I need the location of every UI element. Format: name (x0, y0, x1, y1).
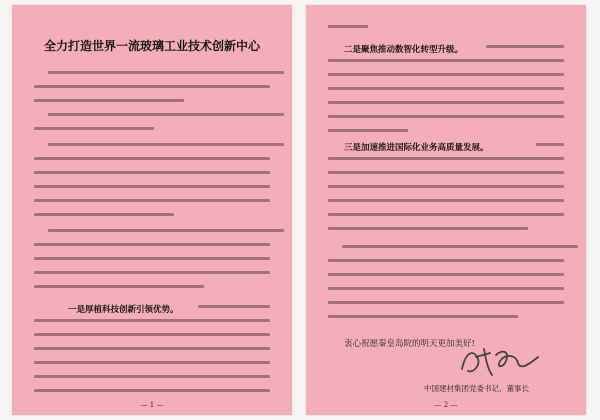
body-text-line (198, 305, 270, 308)
body-text-line (328, 287, 564, 290)
body-text-line (328, 87, 564, 90)
body-text-line (48, 71, 284, 74)
document-title: 全力打造世界一流玻璃工业技术创新中心 (43, 39, 260, 53)
body-text-line (328, 115, 564, 118)
body-text-line (34, 171, 270, 174)
body-text-line (328, 227, 528, 230)
body-text-line (34, 243, 270, 246)
section-heading-2: 二是聚焦推动数智化转型升级。 (344, 45, 464, 55)
section-heading-1: 一是厚植科技创新引领优势。 (68, 305, 179, 315)
page-number-2: — 2 — (434, 401, 458, 409)
handwritten-signature (456, 343, 542, 381)
section-heading-3: 三是加速推进国际化业务高质量发展。 (344, 143, 489, 153)
body-text-line (34, 185, 270, 188)
body-text-line (328, 213, 564, 216)
body-text-line (328, 301, 564, 304)
body-text-line (342, 245, 578, 248)
body-text-line (536, 143, 564, 146)
body-text-line (328, 185, 564, 188)
body-text-line (328, 59, 564, 62)
body-text-line (34, 157, 270, 160)
page-number-1: — 1 — (140, 401, 164, 409)
body-text-line (328, 315, 518, 318)
body-text-line (328, 129, 408, 132)
body-text-line (328, 25, 368, 28)
body-text-line (328, 199, 564, 202)
body-text-line (328, 171, 564, 174)
body-text-line (34, 271, 270, 274)
body-text-line (34, 333, 270, 336)
body-text-line (34, 389, 270, 392)
document-page-2 (306, 5, 586, 415)
body-text-line (328, 73, 564, 76)
document-page-1 (12, 5, 292, 415)
body-text-line (328, 273, 564, 276)
body-text-line (34, 199, 270, 202)
body-text-line (486, 45, 564, 48)
closing-line: 衷心祝愿秦皇岛院的明天更加美好! (344, 339, 475, 349)
body-text-line (48, 113, 284, 116)
body-text-line (34, 347, 270, 350)
body-text-line (328, 157, 564, 160)
body-text-line (328, 101, 564, 104)
signer-title: 中国建材集团党委书记、董事长 (424, 384, 529, 393)
body-text-line (34, 319, 270, 322)
body-text-line (328, 259, 564, 262)
body-text-line (34, 361, 270, 364)
body-text-line (34, 85, 270, 88)
body-text-line (48, 143, 284, 146)
body-text-line (34, 285, 204, 288)
body-text-line (34, 127, 154, 130)
body-text-line (34, 257, 270, 260)
body-text-line (48, 229, 284, 232)
body-text-line (34, 375, 270, 378)
body-text-line (34, 213, 174, 216)
body-text-line (34, 99, 184, 102)
